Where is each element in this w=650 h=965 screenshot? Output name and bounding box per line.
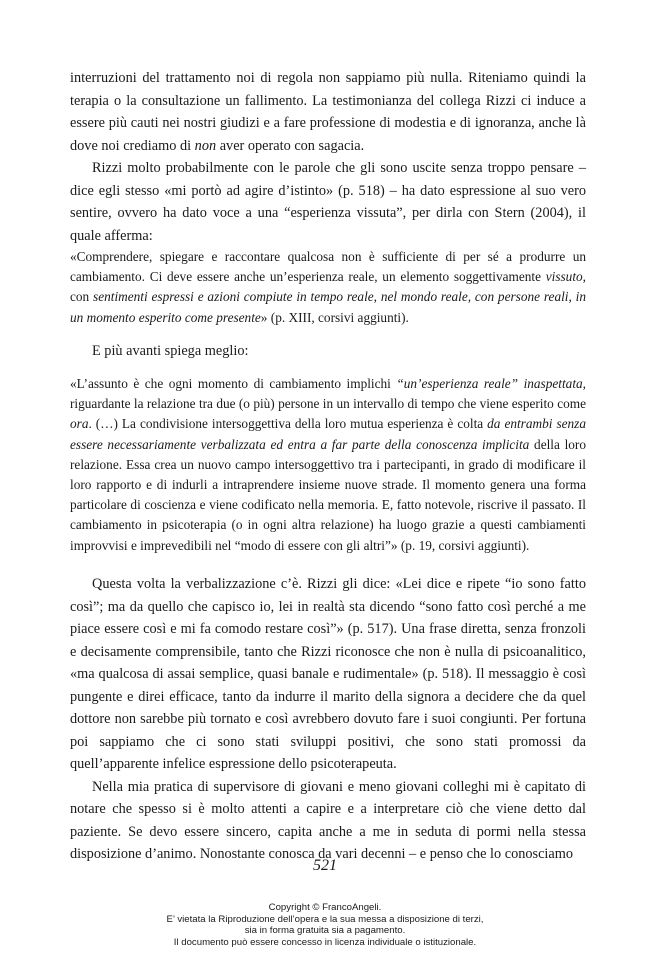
copyright-notice xyxy=(0,902,650,948)
body-section-top xyxy=(70,67,586,247)
copyright-line: Il documento può essere concesso in licenza individuale o istituzionale. xyxy=(173,936,477,948)
paragraph-1: interruzioni del trattamento noi di regola non sappiamo più nulla. Riteniamo quindi la terapia o la consultazione un fallimento. La testimonianza del collega Rizzi ci induce a essere più cauti nei nostri giudizi e a fare professione di modestia e di ignoranza, anche là dove noi crediamo di non aver operato con sagacia. xyxy=(70,70,586,154)
paragraph-4: Questa volta la verbalizzazione c’è. Rizzi gli dice: «Lei dice e ripete “io sono fatto così”; ma da quello che capisco io, lei in realtà sta dicendo “sono fatto così perché a me piace essere così e mi fa comodo restare così”» (p. 517). Una frase diretta, senza fronzoli e decisamente comprensibile, tanto che Rizzi riconosce che non è nulla di psicoanalitico, «ma qualcosa di assai semplice, quasi banale e rudimentale» (p. 518). Il messaggio è così pungente e direi efficace, tanto da indurre il marito della signora a decidere che da quel dottore non sarebbe più tornato e così avrebbero dovuto fare i suoi congiunti. Per fortuna poi sappiamo che ci sono stati sviluppi positivi, che sono stati promossi da quell’apparente infelice espressione dello psicoterapeuta. xyxy=(70,576,586,772)
copyright-line: sia in forma gratuita sia a pagamento. xyxy=(244,925,406,937)
block-quote-2: «L’assunto è che ogni momento di cambiamento implichi “un’esperienza reale” inaspettata, riguardante la relazione tra due (o più) persone in un intervallo di tempo che viene esperito come ora. (…) La condivisione intersoggettiva della loro mutua esperienza è colta da entrambi senza essere necessariamente verbalizzata ed entra a far parte della conoscenza implicita della loro relazione. Essa crea un nuovo campo intersoggettivo tra i partecipanti, in grado di modificare il loro rapporto e di indurli a intraprendere insieme nuove strade. Il momento genera una forma particolare di coscienza e viene codificato nella memoria. E, fatto notevole, riscrive il passato. Il cambiamento in psicoterapia (o in ogni altra relazione) ha luogo grazie a questi cambiamenti improvvisi e imprevedibili nel “modo di essere con gli altri”» (p. 19, corsivi aggiunti). xyxy=(70,376,586,553)
copyright-line: E’ vietata la Riproduzione dell’opera e la sua messa a disposizione di terzi, xyxy=(166,913,484,925)
page-number: 521 xyxy=(313,857,337,874)
body-section-bottom xyxy=(70,573,586,866)
paragraph-5: Nella mia pratica di supervisore di giovani e meno giovani colleghi mi è capitato di notare che spesso si è molto attenti a capire e a interpretare ciò che viene detto dal paziente. Se devo essere sincero, capita anche a me in seduta di pormi nella stessa disposizione d’animo. Nonostante conosca da vari decenni – e penso che lo conosciamo xyxy=(70,778,586,862)
paragraph-3: E più avanti spiega meglio: xyxy=(92,343,249,359)
paragraph-2: Rizzi molto probabilmente con le parole che gli sono uscite senza troppo pensare – dice egli stesso «mi portò ad agire d’istinto» (p. 518) – ha dato espressione al suo vero sentire, ovvero ha dato voce a una “esperienza vissuta”, per dirla con Stern (2004), il quale afferma: xyxy=(70,160,586,244)
block-quote-1: «Comprendere, spiegare e raccontare qualcosa non è sufficiente di per sé a produrre un cambiamento. Ci deve essere anche un’esperienza reale, un elemento soggettivamente vissuto, con sentimenti espressi e azioni compiute in tempo reale, nel mondo reale, con persone reali, in un momento esperito come presente» (p. XIII, corsivi aggiunti). xyxy=(70,249,586,325)
copyright-line: Copyright © FrancoAngeli. xyxy=(268,902,382,913)
body-section-middle xyxy=(70,340,586,363)
